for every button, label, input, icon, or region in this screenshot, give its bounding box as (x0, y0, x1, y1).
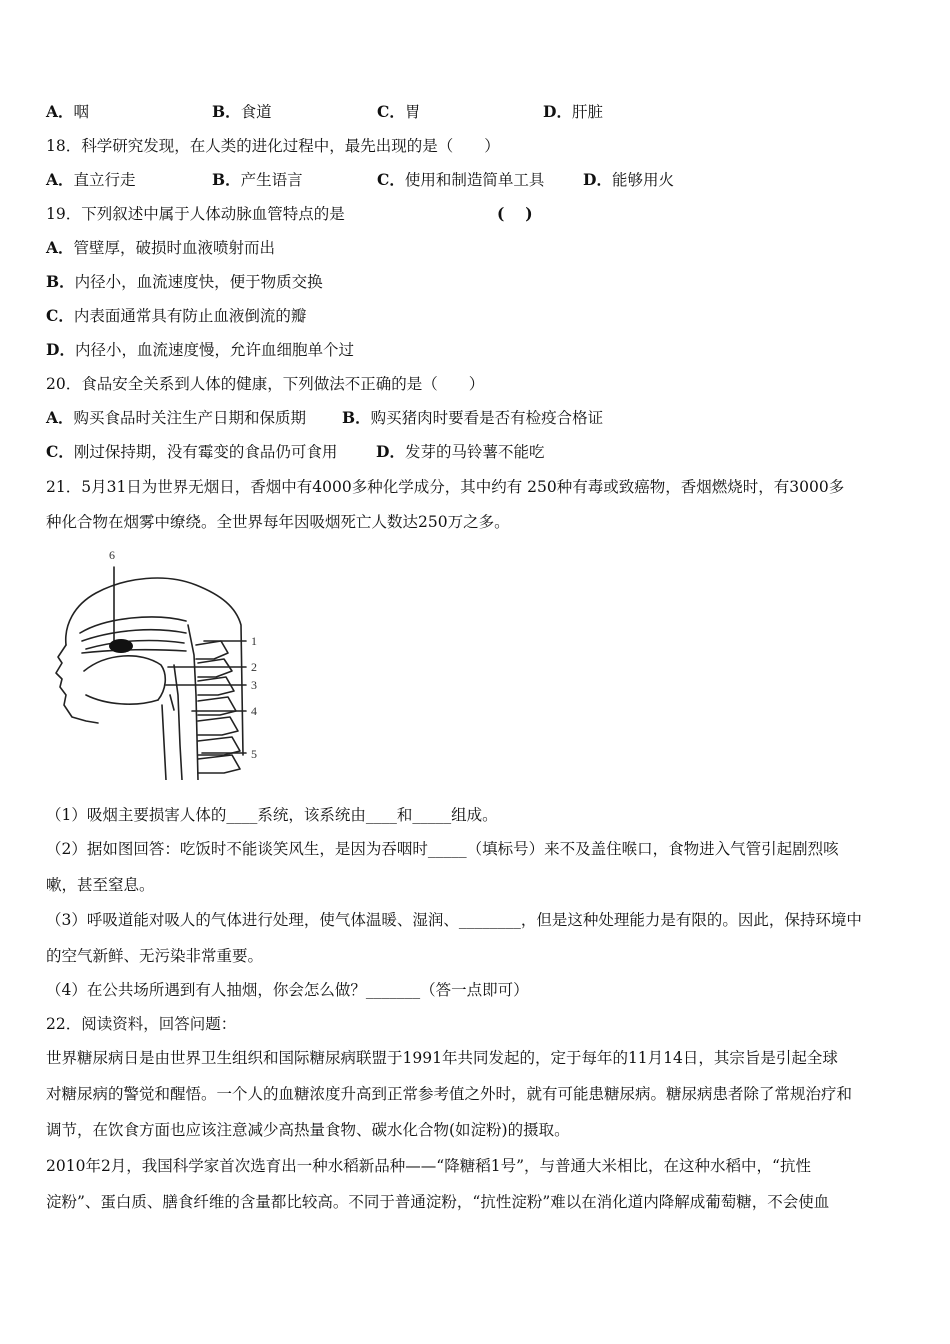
q20-option-a: A．购买食品时关注生产日期和保质期 (46, 408, 307, 427)
q21-sub4: （4）在公共场所遇到有人抽烟，你会怎么做？_______（答一点即可） (46, 981, 529, 999)
figure-label-3: 3 (251, 678, 257, 692)
q19-answer-paren: ( ) (497, 204, 533, 223)
q17-option-c: C．胃 (377, 102, 421, 121)
q17-option-d: D．肝脏 (543, 102, 603, 121)
head-neck-diagram (46, 545, 276, 780)
q22-para1-line2: 对糖尿病的警觉和醒悟。一个人的血糖浓度升高到正常参考值之外时，就有可能患糖尿病。糖尿病患者除了常规治疗和 (46, 1085, 853, 1103)
q22-para1-line3: 调节，在饮食方面也应该注意减少高热量食物、碳水化合物(如淀粉)的摄取。 (46, 1121, 570, 1139)
q17-option-a: A．咽 (46, 102, 90, 121)
q19-option-a: A．管壁厚，破损时血液喷射而出 (46, 238, 276, 257)
figure-label-1: 1 (251, 634, 257, 648)
q18-option-c: C．使用和制造简单工具 (377, 170, 545, 189)
q17-option-b: B．食道 (212, 102, 272, 121)
q18-option-d: D．能够用火 (583, 170, 674, 189)
q22-stem: 22．阅读资料，回答问题： (46, 1015, 237, 1033)
q21-sub2-line1: （2）据如图回答：吃饭时不能谈笑风生，是因为吞咽时_____（填标号）来不及盖住喉口，食物进入气管引起剧烈咳 (46, 840, 839, 858)
q22-para1-line1: 世界糖尿病日是由世界卫生组织和国际糖尿病联盟于1991年共同发起的，定于每年的11月14日，其宗旨是引起全球 (46, 1049, 838, 1067)
q20-stem: 20．食品安全关系到人体的健康，下列做法不正确的是（ ） (46, 375, 485, 393)
figure-label-5: 5 (251, 747, 257, 761)
q21-stem-line1: 21．5月31日为世界无烟日，香烟中有4000多种化学成分，其中约有 250种有毒或致癌物，香烟燃烧时，有3000多 (46, 478, 845, 496)
q18-option-b: B．产生语言 (212, 170, 303, 189)
q21-stem-line2: 种化合物在烟雾中缭绕。全世界每年因吸烟死亡人数达250万之多。 (46, 513, 510, 531)
q20-option-c: C．刚过保持期，没有霉变的食品仍可食用 (46, 442, 338, 461)
q19-option-d: D．内径小，血流速度慢，允许血细胞单个过 (46, 340, 354, 359)
soft-palate-mark (109, 639, 133, 653)
figure-label-6: 6 (109, 548, 115, 562)
q21-sub1: （1）吸烟主要损害人体的____系统，该系统由____和_____组成。 (46, 806, 498, 824)
q21-sub3-line2: 的空气新鲜、无污染非常重要。 (46, 947, 264, 965)
q20-option-d: D．发芽的马铃薯不能吃 (376, 442, 545, 461)
q21-sub2-line2: 嗽，甚至窒息。 (46, 876, 155, 894)
q18-stem: 18．科学研究发现，在人类的进化过程中，最先出现的是（ ） (46, 137, 500, 155)
figure-label-2: 2 (251, 660, 257, 674)
q22-para2-line1: 2010年2月，我国科学家首次选育出一种水稻新品种——“降糖稻1号”，与普通大米相比，在这种水稻中，“抗性 (46, 1157, 811, 1175)
q20-option-b: B．购买猪肉时要看是否有检疫合格证 (342, 408, 604, 427)
figure-label-4: 4 (251, 704, 257, 718)
q19-option-b: B．内径小，血流速度快，便于物质交换 (46, 272, 323, 291)
q22-para2-line2: 淀粉”、蛋白质、膳食纤维的含量都比较高。不同于普通淀粉，“抗性淀粉”难以在消化道内降解成葡萄糖，不会使血 (46, 1193, 830, 1211)
q19-option-c: C．内表面通常具有防止血液倒流的瓣 (46, 306, 307, 325)
q21-sub3-line1: （3）呼吸道能对吸人的气体进行处理，使气体温暖、湿润、________，但是这种处理能力是有限的。因此，保持环境中 (46, 911, 862, 929)
q19-stem: 19．下列叙述中属于人体动脉血管特点的是 (46, 205, 345, 223)
q18-option-a: A．直立行走 (46, 170, 136, 189)
